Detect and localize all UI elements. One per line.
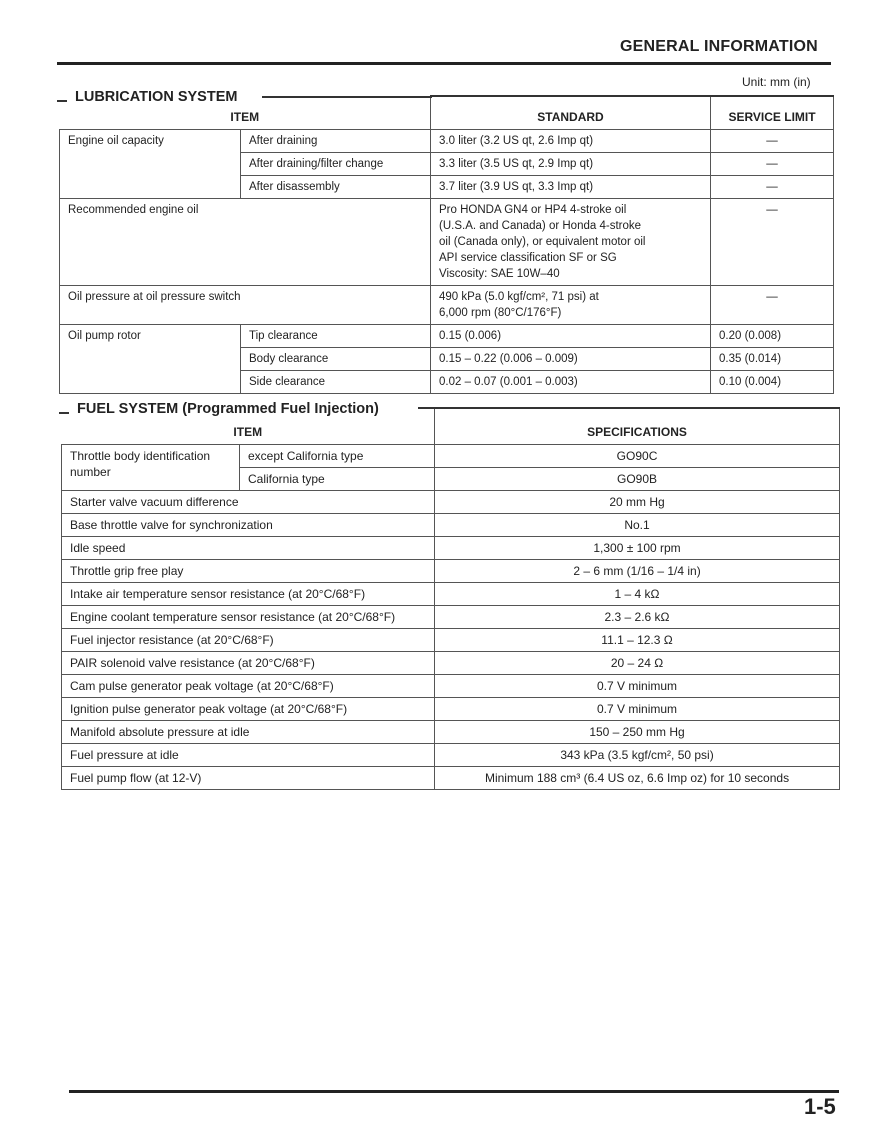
item-label: Base throttle valve for synchronization xyxy=(62,513,435,536)
spec-value: 2.3 – 2.6 kΩ xyxy=(435,605,840,628)
limit-value: — xyxy=(711,152,834,175)
standard-value: 0.15 (0.006) xyxy=(431,324,711,347)
table-row xyxy=(62,697,840,720)
item-label: PAIR solenoid valve resistance (at 20°C/68°F) xyxy=(62,651,435,674)
spec-value: Minimum 188 cm³ (6.4 US oz, 6.6 Imp oz) for 10 seconds xyxy=(435,766,840,789)
table-row xyxy=(62,766,840,789)
item-label: Idle speed xyxy=(62,536,435,559)
spec-value: 150 – 250 mm Hg xyxy=(435,720,840,743)
table-row xyxy=(62,513,840,536)
sub-item: After disassembly xyxy=(241,175,431,198)
spec-value: 11.1 – 12.3 Ω xyxy=(435,628,840,651)
fuel-col-spec: SPECIFICATIONS xyxy=(435,408,840,444)
spec-value: 20 – 24 Ω xyxy=(435,651,840,674)
section-marker xyxy=(57,100,67,102)
section-rule xyxy=(262,96,432,98)
item-label: Manifold absolute pressure at idle xyxy=(62,720,435,743)
footer-rule xyxy=(69,1090,839,1093)
table-row xyxy=(62,559,840,582)
limit-value: — xyxy=(711,198,834,285)
item-label: Throttle grip free play xyxy=(62,559,435,582)
table-row xyxy=(62,444,840,467)
limit-value: — xyxy=(711,175,834,198)
lub-col-item: ITEM xyxy=(60,96,431,129)
spec-value: 0.7 V minimum xyxy=(435,697,840,720)
lub-col-standard: STANDARD xyxy=(431,96,711,129)
header-rule xyxy=(57,62,831,65)
page-title: GENERAL INFORMATION xyxy=(620,38,818,55)
fuel-system-title: FUEL SYSTEM (Programmed Fuel Injection) xyxy=(71,401,385,417)
standard-value: 0.15 – 0.22 (0.006 – 0.009) xyxy=(431,347,711,370)
spec-value: 2 – 6 mm (1/16 – 1/4 in) xyxy=(435,559,840,582)
table-row xyxy=(62,651,840,674)
item-label: Cam pulse generator peak voltage (at 20°C/68°F) xyxy=(62,674,435,697)
pressure-line: 490 kPa (5.0 kgf/cm², 71 psi) at xyxy=(439,290,599,303)
limit-value: — xyxy=(711,129,834,152)
table-row xyxy=(62,628,840,651)
unit-label: Unit: mm (in) xyxy=(742,75,811,89)
spec-value: 20 mm Hg xyxy=(435,490,840,513)
sub-item: Side clearance xyxy=(241,370,431,393)
sub-item: After draining/filter change xyxy=(241,152,431,175)
section-rule xyxy=(418,407,434,409)
limit-value: 0.10 (0.004) xyxy=(711,370,834,393)
oil-pressure-value xyxy=(431,285,711,324)
sub-item: Body clearance xyxy=(241,347,431,370)
lub-col-limit: SERVICE LIMIT xyxy=(711,96,834,129)
spec-value: 1,300 ± 100 rpm xyxy=(435,536,840,559)
fuel-col-item: ITEM xyxy=(62,408,435,444)
sub-item: except California type xyxy=(240,444,435,467)
oil-capacity-label: Engine oil capacity xyxy=(60,129,241,198)
spec-value: 1 – 4 kΩ xyxy=(435,582,840,605)
standard-value: 3.7 liter (3.9 US qt, 3.3 Imp qt) xyxy=(431,175,711,198)
fuel-system-table xyxy=(61,407,840,790)
table-row xyxy=(60,129,834,152)
item-label: Intake air temperature sensor resistance (at 20°C/68°F) xyxy=(62,582,435,605)
section-marker xyxy=(59,412,69,414)
oil-line: (U.S.A. and Canada) or Honda 4-stroke xyxy=(439,219,642,232)
standard-value: 3.3 liter (3.5 US qt, 2.9 Imp qt) xyxy=(431,152,711,175)
oil-line: API service classification SF or SG xyxy=(439,251,617,264)
item-label: Fuel injector resistance (at 20°C/68°F) xyxy=(62,628,435,651)
spec-value: GO90C xyxy=(435,444,840,467)
table-row xyxy=(62,674,840,697)
item-label: Engine coolant temperature sensor resistance (at 20°C/68°F) xyxy=(62,605,435,628)
spec-value: 0.7 V minimum xyxy=(435,674,840,697)
table-row xyxy=(60,285,834,324)
lubrication-table xyxy=(59,95,834,394)
table-row xyxy=(62,536,840,559)
table-row xyxy=(62,720,840,743)
limit-value: — xyxy=(711,285,834,324)
pressure-line: 6,000 rpm (80°C/176°F) xyxy=(439,306,562,319)
oil-line: Pro HONDA GN4 or HP4 4-stroke oil xyxy=(439,203,627,216)
item-label: Starter valve vacuum difference xyxy=(62,490,435,513)
standard-value: 0.02 – 0.07 (0.001 – 0.003) xyxy=(431,370,711,393)
table-row xyxy=(60,324,834,347)
table-row xyxy=(60,198,834,285)
lubrication-title: LUBRICATION SYSTEM xyxy=(69,89,243,105)
table-row xyxy=(62,743,840,766)
sub-item: California type xyxy=(240,467,435,490)
throttle-body-label: Throttle body identification number xyxy=(62,444,240,490)
sub-item: After draining xyxy=(241,129,431,152)
spec-value: 343 kPa (3.5 kgf/cm², 50 psi) xyxy=(435,743,840,766)
item-label: Fuel pressure at idle xyxy=(62,743,435,766)
table-row xyxy=(62,582,840,605)
table-row xyxy=(62,605,840,628)
oil-pump-label: Oil pump rotor xyxy=(60,324,241,393)
spec-value: No.1 xyxy=(435,513,840,536)
oil-pressure-label: Oil pressure at oil pressure switch xyxy=(60,285,431,324)
item-label: Fuel pump flow (at 12-V) xyxy=(62,766,435,789)
page-number: 1-5 xyxy=(804,1094,836,1119)
standard-value: 3.0 liter (3.2 US qt, 2.6 Imp qt) xyxy=(431,129,711,152)
table-row xyxy=(62,490,840,513)
spec-value: GO90B xyxy=(435,467,840,490)
oil-line: oil (Canada only), or equivalent motor oil xyxy=(439,235,646,248)
limit-value: 0.20 (0.008) xyxy=(711,324,834,347)
recommended-oil-label: Recommended engine oil xyxy=(60,198,431,285)
sub-item: Tip clearance xyxy=(241,324,431,347)
limit-value: 0.35 (0.014) xyxy=(711,347,834,370)
item-label: Ignition pulse generator peak voltage (at 20°C/68°F) xyxy=(62,697,435,720)
recommended-oil-value xyxy=(431,198,711,285)
oil-line: Viscosity: SAE 10W–40 xyxy=(439,267,560,280)
